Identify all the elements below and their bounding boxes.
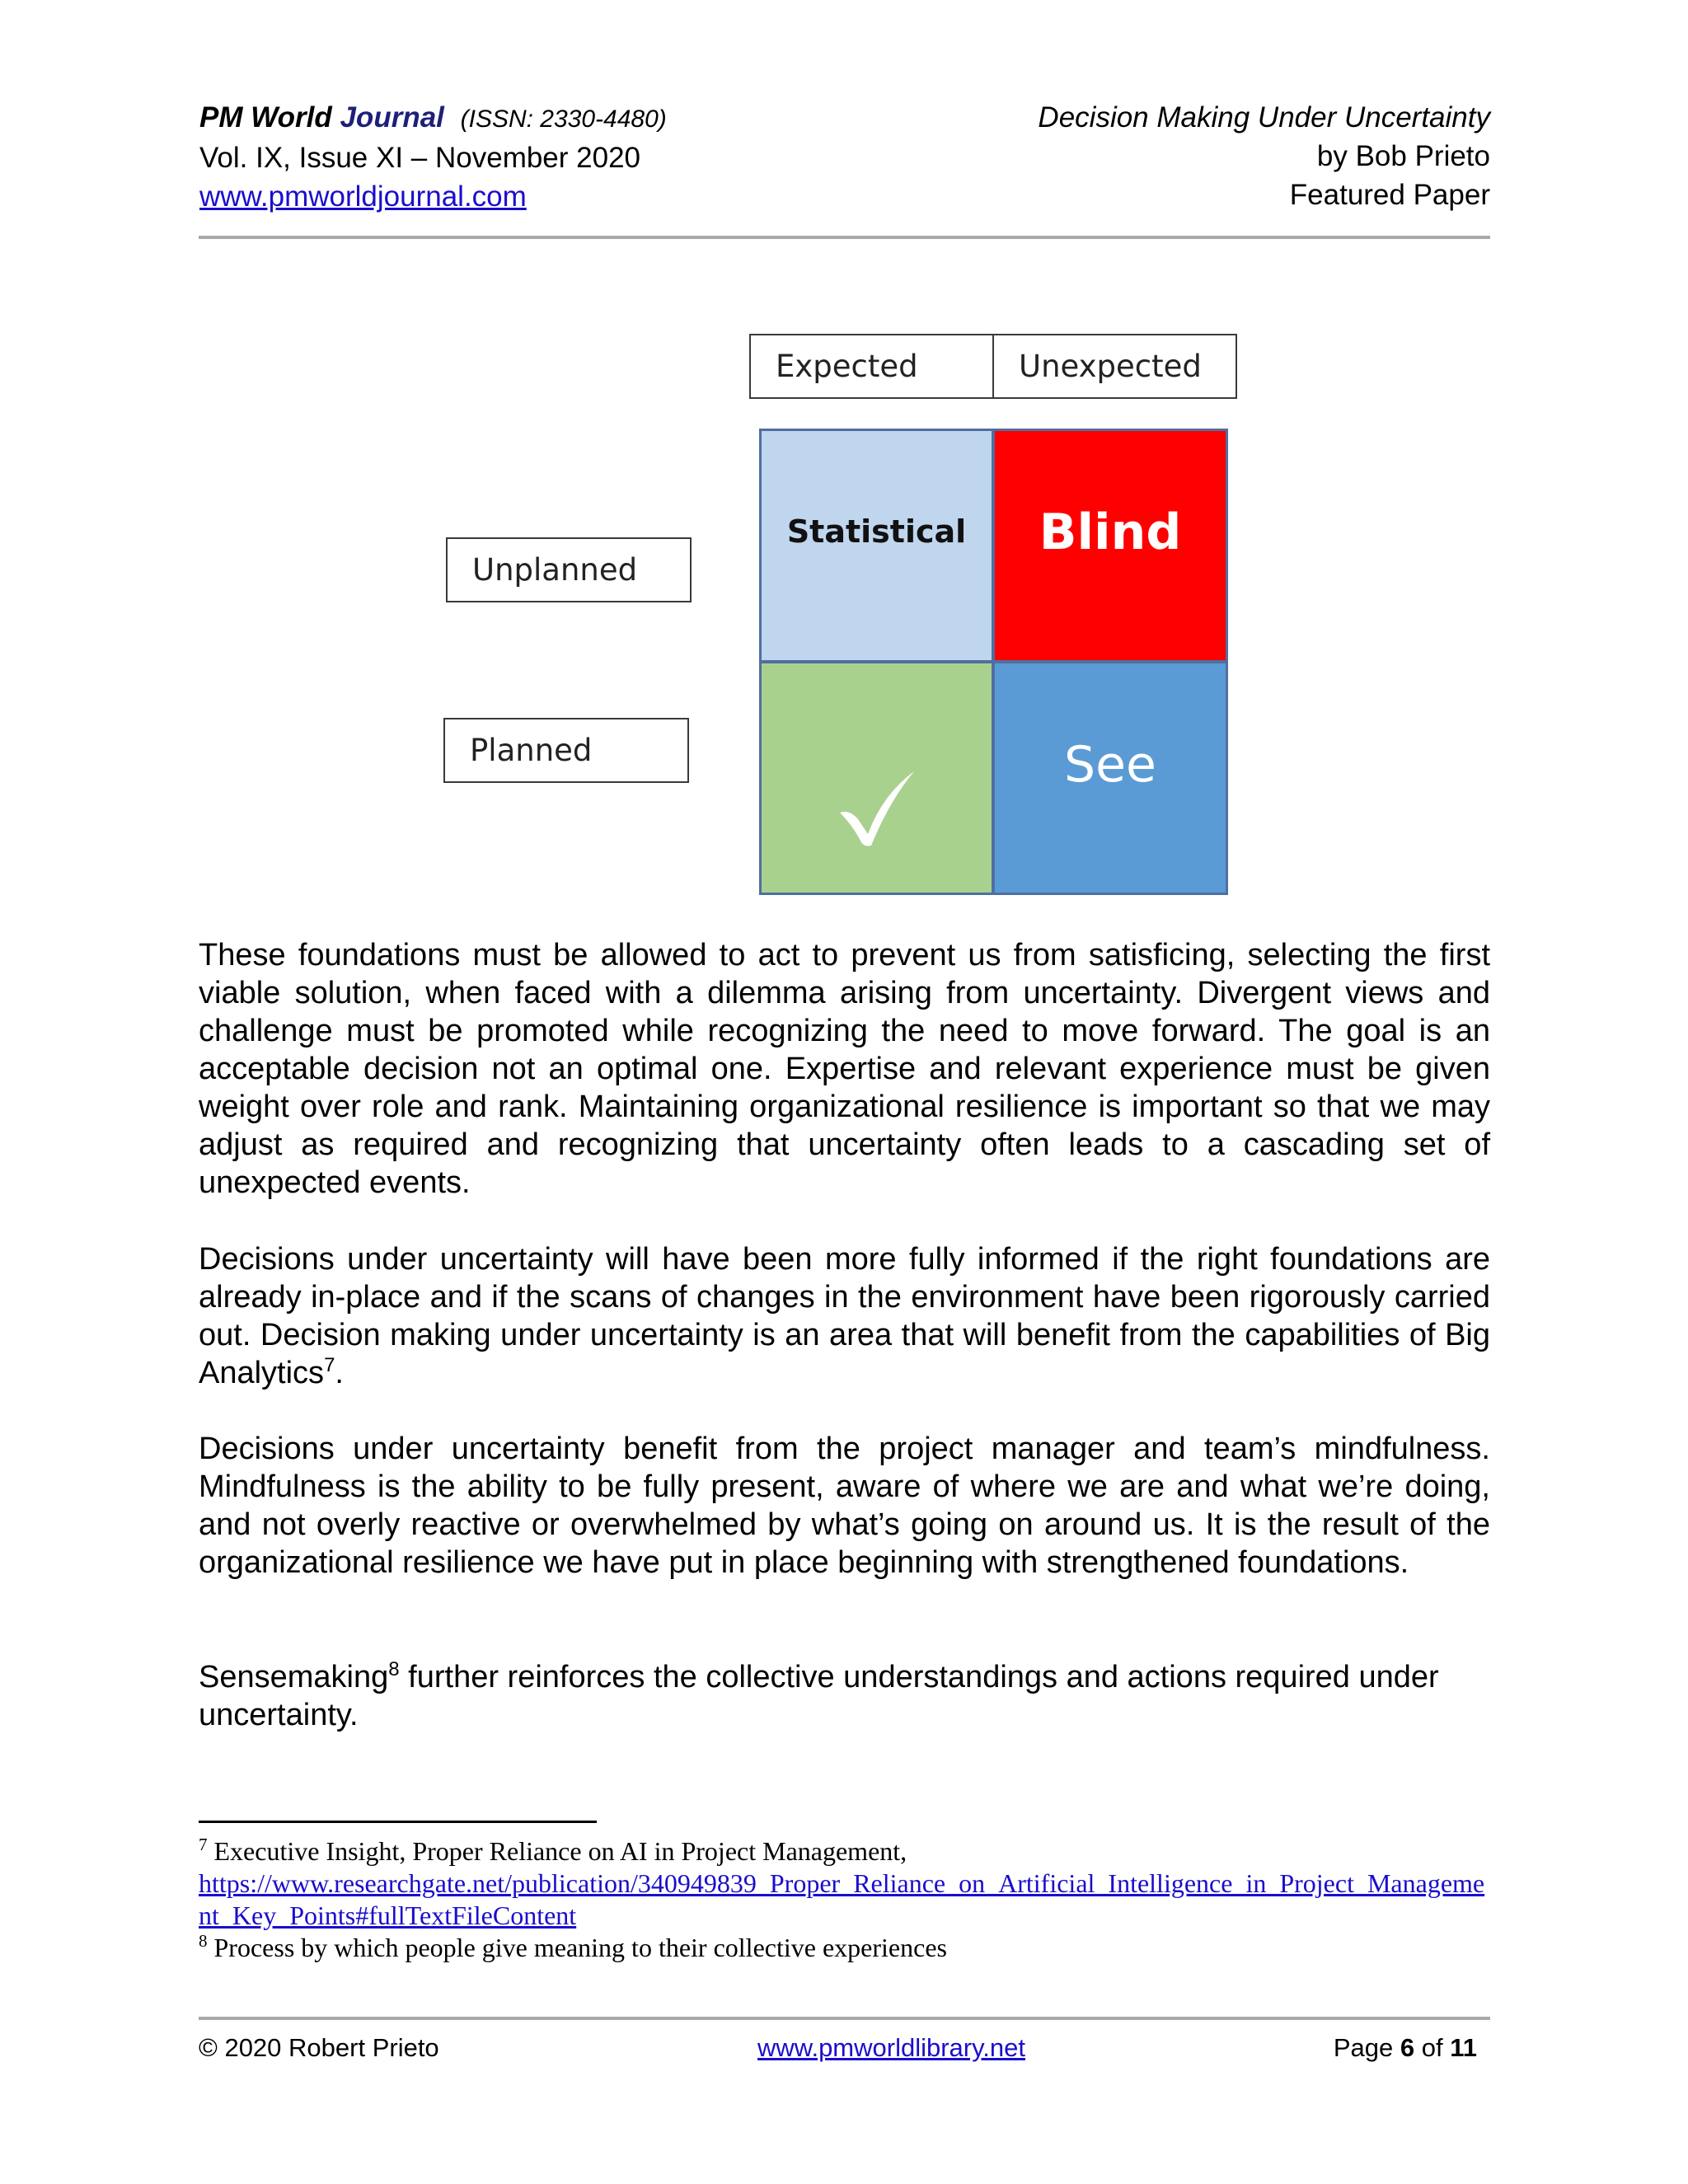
footnotes bbox=[199, 1835, 1490, 1964]
quadrant-check bbox=[759, 661, 994, 895]
row-label-unplanned: Unplanned bbox=[446, 537, 692, 602]
paragraph-4 bbox=[199, 1658, 1490, 1734]
paragraph-2-text: Decisions under uncertainty will have been more fully informed if the right foundations are already in-place and if the scans of changes in the environment have been rigorously carried out. Decision making under uncertainty is an area that will benefit from the capabilities of Big Analytics bbox=[199, 1242, 1490, 1390]
footnote-7 bbox=[199, 1835, 1490, 1868]
page-number bbox=[1334, 2032, 1477, 2064]
paragraph-3: Decisions under uncertainty benefit from the project manager and team’s mindfulness. Mindfulness is the ability to be fully present, aware of where we are and what we’re doing, and not overly reactive or overwhelmed by what’s going on around us. It is the result of the organizational resilience we have put in place beginning with strengthened foundations. bbox=[199, 1432, 1490, 1580]
article-title: Decision Making Under Uncertainty bbox=[1038, 101, 1490, 134]
quadrant-see bbox=[992, 661, 1228, 895]
footnote-separator bbox=[199, 1821, 597, 1823]
page-total: 11 bbox=[1450, 2033, 1477, 2062]
journal-website-link[interactable]: www.pmworldjournal.com bbox=[199, 180, 527, 213]
quadrant-statistical bbox=[759, 429, 994, 663]
running-header-left bbox=[199, 98, 667, 216]
header-divider bbox=[199, 236, 1490, 239]
footnote-7-number: 7 bbox=[199, 1835, 208, 1854]
page-current: 6 bbox=[1400, 2033, 1415, 2062]
paper-type: Featured Paper bbox=[1289, 179, 1490, 211]
running-header-right bbox=[1038, 98, 1490, 214]
quadrant-blind bbox=[992, 429, 1228, 663]
footnote-8-text: Process by which people give meaning to their collective experiences bbox=[207, 1933, 947, 1962]
author-line: by Bob Prieto bbox=[1316, 140, 1490, 172]
column-label-unexpected: Unexpected bbox=[992, 334, 1237, 399]
column-label-expected: Expected bbox=[749, 334, 994, 399]
paragraph-4-start: Sensemaking bbox=[199, 1660, 389, 1694]
page-prefix: Page bbox=[1333, 2033, 1400, 2062]
quadrant-blind-label: Blind bbox=[1039, 504, 1182, 561]
library-link[interactable]: www.pmworldlibrary.net bbox=[757, 2033, 1026, 2062]
paragraph-4-rest: further reinforces the collective understandings and actions required under uncertainty. bbox=[199, 1660, 1439, 1732]
copyright: © 2020 Robert Prieto bbox=[199, 2033, 439, 2062]
page-of: of bbox=[1414, 2033, 1451, 2062]
footer-divider bbox=[199, 2017, 1490, 2020]
checkmark-icon bbox=[832, 762, 922, 852]
paragraph-2-end: . bbox=[335, 1356, 344, 1390]
quadrant-see-label: See bbox=[1064, 736, 1156, 794]
journal-title-line bbox=[199, 98, 667, 138]
footnote-8 bbox=[199, 1932, 1490, 1964]
row-label-planned: Planned bbox=[443, 718, 689, 783]
footnote-8-number: 8 bbox=[199, 1931, 208, 1951]
journal-name-2: Journal bbox=[340, 101, 444, 134]
issn: (ISSN: 2330-4480) bbox=[460, 105, 667, 133]
footnote-7-text: Executive Insight, Proper Reliance on AI in Project Management, bbox=[207, 1836, 907, 1866]
footnote-ref-7[interactable]: 7 bbox=[324, 1354, 335, 1376]
footnote-7-url-line bbox=[199, 1868, 1490, 1932]
paragraph-1: These foundations must be allowed to act to prevent us from satisficing, selecting the first viable solution, when faced with a dilemma arising from uncertainty. Divergent views and challenge must be promoted while recognizing the need to move forward. The goal is an acceptable decision not an optimal one. Expertise and relevant experience must be given weight over role and rank. Maintaining organizational resilience is important so that we may adjust as required and recognizing that uncertainty often leads to a cascading set of unexpected events. bbox=[199, 938, 1490, 1200]
paragraph-2 bbox=[199, 1240, 1490, 1392]
footnote-ref-8[interactable]: 8 bbox=[388, 1658, 400, 1680]
journal-name-1: PM World bbox=[199, 101, 332, 134]
issue-line: Vol. IX, Issue XI – November 2020 bbox=[199, 142, 641, 174]
quadrant-statistical-label: Statistical bbox=[786, 513, 967, 550]
footnote-7-url[interactable]: https://www.researchgate.net/publication/340949839_Proper_Reliance_on_Artificial_Intelligence_in_Project_Management_Key_Points#fullTextFileContent bbox=[199, 1868, 1485, 1930]
